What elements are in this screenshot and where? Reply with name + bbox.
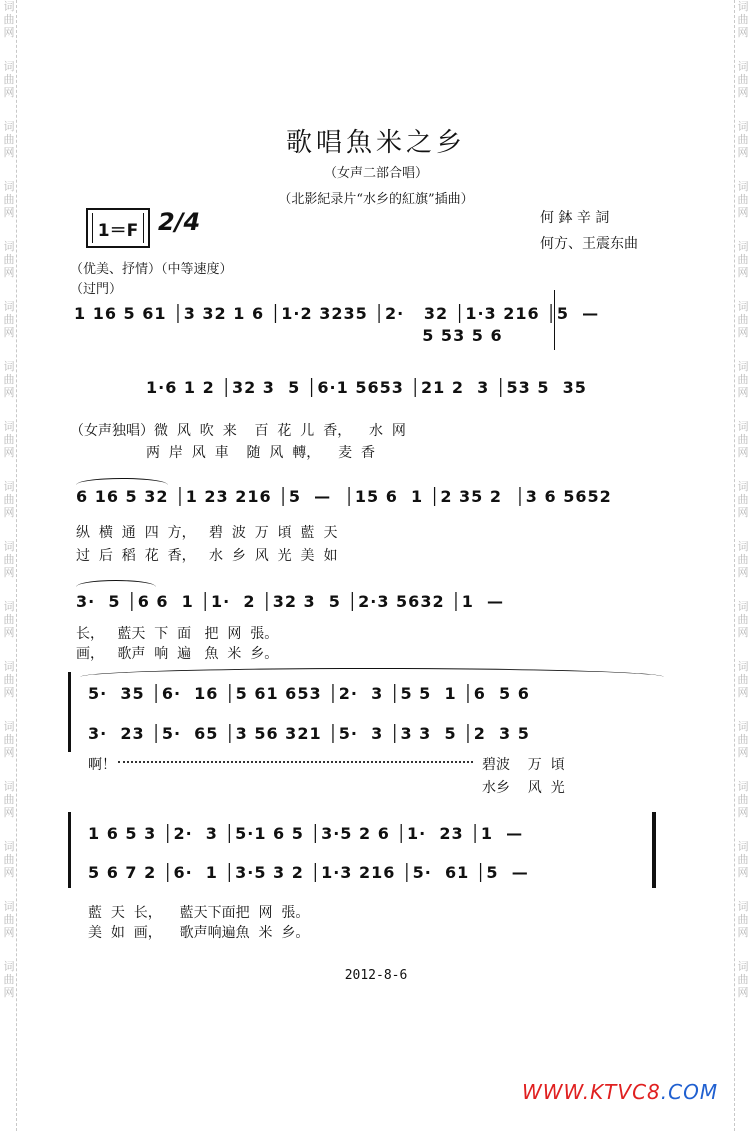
watermark-char: 网 (3, 926, 15, 939)
system-2-notes: 1·6 1 2 │32 3 5 │6·1 5653 │21 2 3 │53 5 35 (146, 378, 587, 397)
composer-credit: 何方、王震东曲 (540, 236, 638, 252)
watermark-char: 词 (3, 360, 15, 373)
intro-marking: （过門） (70, 282, 123, 297)
watermark-char: 网 (737, 566, 749, 579)
system-1-notes-lower: 5 53 5 6 (74, 326, 503, 345)
watermark-char: 网 (3, 686, 15, 699)
watermark-char: 曲 (737, 613, 749, 626)
watermark-char: 词 (3, 60, 15, 73)
watermark-char: 网 (737, 206, 749, 219)
watermark-gap (2, 399, 16, 420)
watermark-char: 网 (3, 26, 15, 39)
watermark-char: 词 (3, 480, 15, 493)
watermark-char: 词 (3, 600, 15, 613)
watermark-gap (2, 339, 16, 360)
system-1-notes: 1 16 5 61 │3 32 1 6 │1·2 3235 │2· 32 │1·3 216 │5 — (74, 304, 600, 323)
watermark-char: 网 (3, 386, 15, 399)
watermark-char: 词 (737, 840, 749, 853)
watermark-char: 曲 (737, 73, 749, 86)
watermark-gap (2, 579, 16, 600)
watermark-char: 网 (3, 446, 15, 459)
watermark-gap (736, 99, 750, 120)
watermark-gap (2, 999, 16, 1020)
watermark-char: 曲 (3, 373, 15, 386)
watermark-char: 词 (737, 720, 749, 733)
watermark-gap (2, 219, 16, 240)
watermark-char: 网 (3, 626, 15, 639)
watermark-char: 曲 (737, 193, 749, 206)
watermark-gap (2, 519, 16, 540)
watermark-gap (736, 639, 750, 660)
watermark-gap (736, 459, 750, 480)
watermark-gap (2, 699, 16, 720)
system-5-notes-lower: 3· 23 │5· 65 │3 56 321 │5· 3 │3 3 5 │2 3 5 (88, 724, 530, 743)
watermark-char: 曲 (3, 433, 15, 446)
slur (76, 580, 156, 587)
key-signature: 1＝F (86, 208, 150, 248)
page-title: 歌唱魚米之乡 (285, 128, 466, 158)
watermark-char: 词 (737, 60, 749, 73)
watermark-char: 词 (737, 420, 749, 433)
watermark-char: 曲 (3, 853, 15, 866)
watermark-char: 曲 (3, 493, 15, 506)
system-2-lyric-2: 两 岸 风 車 随 风 轉， 麦 香 (146, 445, 376, 461)
watermark-char: 网 (737, 506, 749, 519)
system-5-brace (68, 672, 71, 752)
watermark-gap (736, 999, 750, 1020)
extension-dots (118, 761, 473, 763)
watermark-char: 词 (3, 780, 15, 793)
watermark-gap (2, 279, 16, 300)
tempo-marking: （优美、抒情）（中等速度） (70, 262, 233, 277)
watermark-char: 曲 (3, 793, 15, 806)
watermark-gap (736, 819, 750, 840)
watermark-char: 词 (737, 780, 749, 793)
watermark-char: 词 (3, 120, 15, 133)
system-5-lyric-2a: 碧波 万 頃 (482, 757, 565, 773)
watermark-char: 网 (737, 626, 749, 639)
system-6-notes-upper: 1 6 5 3 │2· 3 │5·1 6 5 │3·5 2 6 │1· 23 │1 — (88, 824, 524, 843)
watermark-char: 词 (737, 660, 749, 673)
watermark-char: 网 (737, 266, 749, 279)
watermark-char: 词 (3, 300, 15, 313)
watermark-char: 曲 (3, 13, 15, 26)
watermark-char: 曲 (737, 553, 749, 566)
watermark-char: 曲 (3, 973, 15, 986)
watermark-char: 网 (3, 866, 15, 879)
watermark-char: 曲 (3, 673, 15, 686)
watermark-char: 词 (737, 0, 749, 13)
watermark-char: 词 (737, 180, 749, 193)
watermark-char: 网 (3, 86, 15, 99)
watermark-gap (736, 39, 750, 60)
watermark-char: 网 (737, 26, 749, 39)
watermark-char: 词 (3, 240, 15, 253)
watermark-char: 网 (737, 986, 749, 999)
watermark-char: 网 (737, 806, 749, 819)
watermark-char: 词 (3, 660, 15, 673)
system-1-bracket-bar (554, 290, 555, 350)
system-6-notes-lower: 5 6 7 2 │6· 1 │3·5 3 2 │1·3 216 │5· 61 │5 — (88, 863, 529, 882)
watermark-char: 曲 (737, 793, 749, 806)
watermark-char: 网 (737, 86, 749, 99)
final-barline (652, 812, 656, 888)
watermark-gap (2, 759, 16, 780)
watermark-char: 网 (3, 806, 15, 819)
watermark-char: 网 (3, 146, 15, 159)
watermark-char: 网 (737, 926, 749, 939)
site-logo-suffix: .COM (660, 1080, 719, 1104)
system-3-notes: 6 16 5 32 │1 23 216 │5 — │15 6 1 │2 35 2 │3 6 5652 (76, 487, 612, 506)
watermark-gap (736, 699, 750, 720)
system-5-lyric-2b: 水乡 风 光 (482, 780, 565, 796)
site-logo-prefix: WWW. (522, 1080, 591, 1104)
time-signature: 2/4 (158, 208, 201, 236)
watermark-char: 网 (737, 326, 749, 339)
watermark-gap (736, 759, 750, 780)
watermark-char: 词 (3, 180, 15, 193)
watermark-char: 词 (3, 420, 15, 433)
watermark-char: 词 (737, 360, 749, 373)
site-logo-name: KTVC8 (590, 1080, 661, 1104)
subtitle-source: （北影紀录片“水乡的紅旗”插曲） (278, 192, 474, 207)
system-6-brace (68, 812, 71, 888)
watermark-char: 网 (737, 146, 749, 159)
watermark-char: 曲 (3, 133, 15, 146)
watermark-gap (2, 879, 16, 900)
watermark-char: 曲 (737, 13, 749, 26)
watermark-char: 曲 (737, 433, 749, 446)
watermark-char: 曲 (3, 193, 15, 206)
site-logo (522, 1080, 718, 1104)
watermark-char: 曲 (3, 73, 15, 86)
watermark-char: 曲 (737, 253, 749, 266)
watermark-char: 曲 (3, 553, 15, 566)
system-4-lyric-1: 长， 藍天 下 面 把 网 張。 (76, 626, 279, 642)
watermark-char: 词 (737, 480, 749, 493)
watermark-char: 词 (737, 240, 749, 253)
watermark-gap (736, 879, 750, 900)
system-5-long-slur (80, 668, 664, 677)
watermark-char: 词 (737, 120, 749, 133)
system-3-lyric-2: 过 后 稻 花 香， 水 乡 风 光 美 如 (76, 548, 338, 564)
system-5-notes-upper: 5· 35 │6· 16 │5 61 653 │2· 3 │5 5 1 │6 5 6 (88, 684, 530, 703)
watermark-char: 词 (3, 900, 15, 913)
system-2-lyric-1: （女声独唱）微 风 吹 来 百 花 儿 香， 水 网 (70, 423, 406, 439)
watermark-gap (2, 939, 16, 960)
watermark-char: 词 (3, 0, 15, 13)
watermark-char: 网 (3, 986, 15, 999)
watermark-char: 词 (3, 540, 15, 553)
watermark-char: 网 (737, 686, 749, 699)
date-stamp: 2012-8-6 (344, 968, 408, 983)
watermark-gap (2, 819, 16, 840)
watermark-char: 网 (737, 746, 749, 759)
watermark-char: 曲 (737, 313, 749, 326)
watermark-char: 网 (3, 206, 15, 219)
watermark-gap (2, 99, 16, 120)
watermark-gap (736, 939, 750, 960)
watermark-gap (2, 39, 16, 60)
watermark-char: 曲 (737, 853, 749, 866)
watermark-gap (736, 579, 750, 600)
watermark-char: 词 (737, 900, 749, 913)
system-3-lyric-1: 纵 横 通 四 方， 碧 波 万 頃 藍 天 (76, 525, 338, 541)
watermark-char: 曲 (737, 373, 749, 386)
watermark-char: 词 (737, 300, 749, 313)
system-4-lyric-2: 画， 歌声 响 遍 魚 米 乡。 (76, 646, 279, 662)
watermark-char: 曲 (3, 253, 15, 266)
watermark-char: 曲 (3, 733, 15, 746)
slur (76, 478, 168, 485)
watermark-char: 词 (3, 960, 15, 973)
watermark-char: 网 (3, 566, 15, 579)
watermark-char: 网 (737, 866, 749, 879)
system-5-lyric-1: 啊！ (88, 757, 116, 773)
watermark-gap (2, 639, 16, 660)
lyricist-credit: 何 鉢 辛 詞 (540, 210, 610, 226)
watermark-gap (736, 279, 750, 300)
watermark-char: 词 (3, 840, 15, 853)
watermark-char: 曲 (737, 673, 749, 686)
watermark-char: 网 (737, 386, 749, 399)
watermark-gap (736, 399, 750, 420)
watermark-char: 词 (3, 720, 15, 733)
watermark-char: 词 (737, 540, 749, 553)
watermark-char: 曲 (737, 913, 749, 926)
watermark-char: 网 (3, 746, 15, 759)
watermark-char: 曲 (3, 913, 15, 926)
watermark-char: 网 (3, 506, 15, 519)
watermark-char: 网 (3, 326, 15, 339)
watermark-char: 曲 (3, 613, 15, 626)
watermark-char: 词 (737, 600, 749, 613)
watermark-gap (736, 519, 750, 540)
system-4-notes: 3· 5 │6 6 1 │1· 2 │32 3 5 │2·3 5632 │1 — (76, 592, 505, 611)
watermark-char: 曲 (737, 133, 749, 146)
watermark-char: 曲 (737, 973, 749, 986)
system-6-lyric-1: 藍 天 长， 藍天下面把 网 張。 (88, 905, 310, 921)
subtitle-voicing: （女声二部合唱） (323, 166, 428, 181)
watermark-gap (2, 459, 16, 480)
watermark-char: 词 (737, 960, 749, 973)
watermark-gap (736, 219, 750, 240)
watermark-char: 曲 (737, 493, 749, 506)
watermark-char: 网 (3, 266, 15, 279)
watermark-char: 网 (737, 446, 749, 459)
watermark-char: 曲 (3, 313, 15, 326)
watermark-gap (736, 339, 750, 360)
system-6-lyric-2: 美 如 画， 歌声响遍魚 米 乡。 (88, 925, 310, 941)
watermark-char: 曲 (737, 733, 749, 746)
